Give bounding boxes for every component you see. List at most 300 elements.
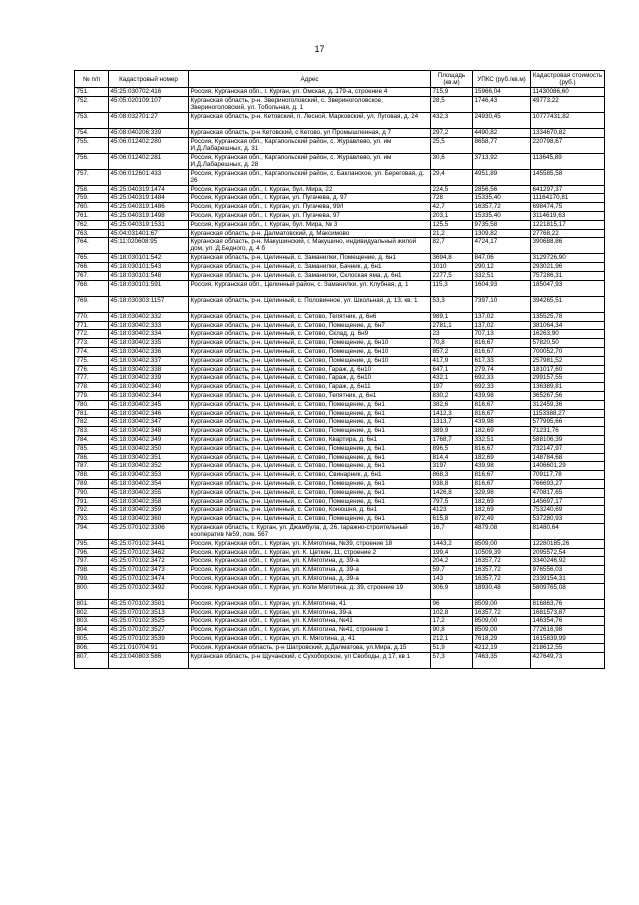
table-row — [75, 128, 605, 137]
address-cell: Курганская область, р-н. Целинный, с. Сетово, Помещение, д. 6н1 — [189, 427, 431, 436]
area-cell: 30,6 — [431, 153, 473, 169]
upks-cell: 439,98 — [473, 418, 531, 427]
upks-cell: 24930,45 — [473, 112, 531, 128]
address-cell: Россия, Курганская обл., г. Курган, ул. Пугачева, 97 — [189, 211, 431, 220]
cadastral-number-cell: 45:18:030402:332 — [109, 312, 189, 321]
row-number-cell: 793. — [75, 515, 109, 524]
row-number-cell: 800. — [75, 583, 109, 599]
address-cell: Курганская область, р-н. Целинный, с. Сетово, Помещение, д. 6н10 — [189, 347, 431, 356]
area-cell: 102,8 — [431, 608, 473, 617]
cadastral-cost-cell: 16263,90 — [531, 330, 605, 339]
table-row — [75, 153, 605, 169]
row-number-cell: 779. — [75, 391, 109, 400]
upks-cell: 9735,58 — [473, 220, 531, 229]
row-number-cell: 760. — [75, 203, 109, 212]
cadastral-number-cell: 45:11:020608:95 — [109, 238, 189, 254]
address-cell: Россия, Курганская обл., г. Курган, ул. Омская, д. 179-а, строение 4 — [189, 88, 431, 97]
cadastral-cost-cell: 381064,34 — [531, 321, 605, 330]
upks-cell: 182,69 — [473, 497, 531, 506]
cadastral-cost-cell: 588106,39 — [531, 435, 605, 444]
area-cell: 29,4 — [431, 169, 473, 185]
address-cell: Курганская область, р-н. Целинный, с. Сетово, Помещение, д. 6н7 — [189, 321, 431, 330]
table-row — [75, 238, 605, 254]
table-row — [75, 599, 605, 608]
area-cell: 715,9 — [431, 88, 473, 97]
address-cell: Россия, Курганская обл., г. Курган, ул. К.Мяготина, д. 39-а — [189, 557, 431, 566]
row-number-cell: 806. — [75, 643, 109, 652]
cadastral-cost-cell: 145697,17 — [531, 497, 605, 506]
table-row — [75, 96, 605, 112]
address-cell: Курганская область, р-н. Макушинский, г. Макушино, индивидуальный жилой дом, ул. Д.Бедного, д. 4 б — [189, 238, 431, 254]
table-row — [75, 548, 605, 557]
address-cell: Россия, Курганская обл., г. Курган, ул. Коли Мяготина, д. 39, строение 19 — [189, 583, 431, 599]
table-row — [75, 652, 605, 668]
cadastral-number-cell: 45:18:030402:333 — [109, 321, 189, 330]
cadastral-number-cell: 45:18:030101:542 — [109, 254, 189, 263]
cadastral-number-cell: 45:08:032701:27 — [109, 112, 189, 128]
area-cell: 2781,1 — [431, 321, 473, 330]
cadastral-cost-cell: 11164170,81 — [531, 194, 605, 203]
address-cell: Курганская область, р-н. Звериноголовский, с. Звериноголовское, Звериноголовский, ул. Тобольная, д. 1 — [189, 96, 431, 112]
area-cell: 17,2 — [431, 617, 473, 626]
upks-cell: 816,67 — [473, 400, 531, 409]
area-cell: 90,8 — [431, 626, 473, 635]
cadastral-cost-cell: 976556,03 — [531, 566, 605, 575]
upks-cell: 1309,82 — [473, 229, 531, 238]
row-number-cell: 768. — [75, 280, 109, 296]
cadastral-number-cell: 45:18:030402:340 — [109, 383, 189, 392]
cadastral-number-cell: 45:21:010704:91 — [109, 643, 189, 652]
upks-cell: 8509,00 — [473, 539, 531, 548]
row-number-cell: 774. — [75, 347, 109, 356]
cadastral-cost-cell: 470817,65 — [531, 488, 605, 497]
cadastral-cost-cell: 185047,93 — [531, 280, 605, 296]
table-row — [75, 280, 605, 296]
upks-cell: 816,67 — [473, 479, 531, 488]
row-number-cell: 789. — [75, 479, 109, 488]
row-number-cell: 772. — [75, 330, 109, 339]
table-row — [75, 339, 605, 348]
cadastral-cost-cell: 1681573,87 — [531, 608, 605, 617]
upks-cell: 16357,72 — [473, 557, 531, 566]
row-number-cell: 756. — [75, 153, 109, 169]
area-cell: 1412,3 — [431, 409, 473, 418]
row-number-cell: 761. — [75, 211, 109, 220]
upks-cell: 816,67 — [473, 471, 531, 480]
cadastral-cost-cell: 220798,67 — [531, 137, 605, 153]
address-cell: Курганская область, р-н Щучанский, с Сухоборское, ул Свободы, д 17, кв 1 — [189, 652, 431, 668]
table-row — [75, 137, 605, 153]
cadastral-number-cell: 45:25:070102:3472 — [109, 557, 189, 566]
cadastral-cost-cell: 577995,66 — [531, 418, 605, 427]
table-row — [75, 185, 605, 194]
table-row — [75, 271, 605, 280]
area-cell: 96 — [431, 599, 473, 608]
area-cell: 199,4 — [431, 548, 473, 557]
address-cell: Курганская область, р-н. Целинный, с. Сетово, Квартира, д. 6н1 — [189, 435, 431, 444]
cadastral-cost-cell: 1334670,82 — [531, 128, 605, 137]
table-row — [75, 194, 605, 203]
address-cell: Курганская область, р-н. Целинный, с. Сетово, Склад, д. 6н9 — [189, 330, 431, 339]
cadastral-number-cell: 45:18:030402:334 — [109, 330, 189, 339]
cadastral-cost-cell: 365267,56 — [531, 391, 605, 400]
area-cell: 21,2 — [431, 229, 473, 238]
cadastral-cost-cell: 136389,81 — [531, 383, 605, 392]
cadastral-number-cell: 45:18:030402:351 — [109, 453, 189, 462]
address-cell: Курганская область, р-н. Целинный, с. Сетово, Гараж, д. 6н11 — [189, 383, 431, 392]
table-row — [75, 515, 605, 524]
upks-cell: 816,67 — [473, 409, 531, 418]
area-cell: 53,3 — [431, 296, 473, 312]
table-row — [75, 312, 605, 321]
cadastral-table — [74, 70, 605, 669]
address-cell: Россия, Курганская обл., г. Курган, ул. К.Мяготина, д. 39-а — [189, 566, 431, 575]
area-cell: 938,8 — [431, 479, 473, 488]
address-cell: Россия, Курганская обл., Каргапольский район, с. Журавлево, ул. им И.Д.Лабарешных, д. 31 — [189, 137, 431, 153]
cadastral-number-cell: 45:23:040803:586 — [109, 652, 189, 668]
upks-cell: 2856,56 — [473, 185, 531, 194]
address-cell: Курганская область, р-н. Целинный, с. Сетово, Телятник, д. 6н1 — [189, 391, 431, 400]
cadastral-cost-cell: 2339154,31 — [531, 575, 605, 584]
cadastral-number-cell: 45:25:070102:3474 — [109, 575, 189, 584]
upks-cell: 692,33 — [473, 374, 531, 383]
area-cell: 115,3 — [431, 280, 473, 296]
cadastral-number-cell: 45:18:030402:338 — [109, 365, 189, 374]
area-cell: 297,2 — [431, 128, 473, 137]
cadastral-cost-cell: 390688,86 — [531, 238, 605, 254]
table-row — [75, 383, 605, 392]
upks-cell: 8509,00 — [473, 617, 531, 626]
row-number-cell: 794. — [75, 523, 109, 539]
address-cell: Россия, Курганская обл., г. Курган, ул. К. Цеткин, 11, строение 2 — [189, 548, 431, 557]
address-cell: Россия, Курганская обл., Целинный район, с. Заманилки, ул. Клубная, д. 1 — [189, 280, 431, 296]
upks-cell: 4212,19 — [473, 643, 531, 652]
upks-cell: 816,67 — [473, 339, 531, 348]
address-cell: Россия, Курганская обл., г. Курган, ул. К.Мяготина, 39-а — [189, 608, 431, 617]
row-number-cell: 797. — [75, 557, 109, 566]
cadastral-number-cell: 45:08:040206:339 — [109, 128, 189, 137]
table-row — [75, 365, 605, 374]
table-row — [75, 635, 605, 644]
table-row — [75, 444, 605, 453]
address-cell: Курганская область, р-н. Целинный, с. Сетово, Помещение, д. 6н1 — [189, 462, 431, 471]
address-cell: Курганская область, р-н. Целинный, с. Сетово, Свинарник, д. 6н1 — [189, 471, 431, 480]
cadastral-cost-cell: 11430086,60 — [531, 88, 605, 97]
cadastral-cost-cell: 732147,97 — [531, 444, 605, 453]
cadastral-number-cell: 45:05:020109:107 — [109, 96, 189, 112]
area-cell: 51,9 — [431, 643, 473, 652]
address-cell: Россия, Курганская обл., г. Курган, ул. К.Мяготина, №41, строение 1 — [189, 626, 431, 635]
address-cell: Россия, Курганская обл., г. Курган, ул. К.Мяготина, 41 — [189, 599, 431, 608]
area-cell: 1313,7 — [431, 418, 473, 427]
table-row — [75, 330, 605, 339]
cadastral-number-cell: 45:18:030402:347 — [109, 418, 189, 427]
table-row — [75, 539, 605, 548]
row-number-cell: 758. — [75, 185, 109, 194]
table-row — [75, 356, 605, 365]
cadastral-number-cell: 45:18:030101:543 — [109, 263, 189, 272]
row-number-cell: 752. — [75, 96, 109, 112]
cadastral-cost-cell: 257981,52 — [531, 356, 605, 365]
cadastral-number-cell: 45:25:070102:3462 — [109, 548, 189, 557]
row-number-cell: 771. — [75, 321, 109, 330]
upks-cell: 439,98 — [473, 462, 531, 471]
row-number-cell: 801. — [75, 599, 109, 608]
table-row — [75, 643, 605, 652]
address-cell: Курганская область, р-н. Целинный, с. Сетово, Помещение, д. 6н10 — [189, 339, 431, 348]
row-number-cell: 776. — [75, 365, 109, 374]
row-number-cell: 788. — [75, 471, 109, 480]
row-number-cell: 782. — [75, 418, 109, 427]
upks-cell: 4490,82 — [473, 128, 531, 137]
row-number-cell: 775. — [75, 356, 109, 365]
row-number-cell: 796. — [75, 548, 109, 557]
upks-cell: 692,33 — [473, 383, 531, 392]
upks-cell: 617,33 — [473, 356, 531, 365]
upks-cell: 707,13 — [473, 330, 531, 339]
upks-cell: 15335,40 — [473, 211, 531, 220]
cadastral-cost-cell: 10777431,82 — [531, 112, 605, 128]
cadastral-cost-cell: 709117,78 — [531, 471, 605, 480]
row-number-cell: 780. — [75, 400, 109, 409]
upks-cell: 1604,93 — [473, 280, 531, 296]
address-cell: Курганская область, р-н. Целинный, с. Заманилки, Помещение, д. 6н1 — [189, 254, 431, 263]
upks-cell: 1746,43 — [473, 96, 531, 112]
address-cell: Россия, Курганская обл., Каргапольский район, с. Журавлево, ул. им И.Д.Лабарешных, д. 28 — [189, 153, 431, 169]
table-row — [75, 263, 605, 272]
area-cell: 224,5 — [431, 185, 473, 194]
upks-cell: 16357,72 — [473, 203, 531, 212]
area-cell: 389,9 — [431, 427, 473, 436]
table-row — [75, 566, 605, 575]
cadastral-number-cell: 45:25:070102:3441 — [109, 539, 189, 548]
cadastral-number-cell: 45:18:030402:348 — [109, 427, 189, 436]
row-number-cell: 759. — [75, 194, 109, 203]
cadastral-number-cell: 45:06:012402:281 — [109, 153, 189, 169]
row-number-cell: 763. — [75, 229, 109, 238]
area-cell: 23 — [431, 330, 473, 339]
table-row — [75, 220, 605, 229]
upks-cell: 439,98 — [473, 391, 531, 400]
area-cell: 306,9 — [431, 583, 473, 599]
cadastral-number-cell: 45:25:070102:3513 — [109, 608, 189, 617]
cadastral-cost-cell: 1221815,17 — [531, 220, 605, 229]
table-row — [75, 203, 605, 212]
area-cell: 16,7 — [431, 523, 473, 539]
cadastral-number-cell: 45:18:030402:336 — [109, 347, 189, 356]
table-row — [75, 583, 605, 599]
row-number-cell: 770. — [75, 312, 109, 321]
row-number-cell: 778. — [75, 383, 109, 392]
table-row — [75, 400, 605, 409]
row-number-cell: 790. — [75, 488, 109, 497]
upks-cell: 182,69 — [473, 453, 531, 462]
area-cell: 857,2 — [431, 347, 473, 356]
cadastral-cost-cell: 3114619,63 — [531, 211, 605, 220]
row-number-cell: 804. — [75, 626, 109, 635]
row-number-cell: 755. — [75, 137, 109, 153]
table-row — [75, 374, 605, 383]
address-cell: Курганская область, р-н. Целинный, с. Заманилки, Бачник, д. 6н1 — [189, 263, 431, 272]
row-number-cell: 786. — [75, 453, 109, 462]
area-cell: 2277,5 — [431, 271, 473, 280]
area-cell: 814,4 — [431, 453, 473, 462]
row-number-cell: 753. — [75, 112, 109, 128]
cadastral-number-cell: 45:06:012402:280 — [109, 137, 189, 153]
cadastral-cost-cell: 1153388,27 — [531, 409, 605, 418]
table-row — [75, 347, 605, 356]
cadastral-number-cell: 45:18:030402:337 — [109, 356, 189, 365]
address-cell: Курганская область, р-н. Целинный, с. Сетово, Помещение, д. 6н1 — [189, 515, 431, 524]
address-cell: Курганская область, р-н. Целинный, с. Сетово, Помещение, д. 6н1 — [189, 488, 431, 497]
cadastral-number-cell: 45:25:070102:3525 — [109, 617, 189, 626]
area-cell: 203,1 — [431, 211, 473, 220]
area-cell: 1426,8 — [431, 488, 473, 497]
cadastral-cost-cell: 753240,69 — [531, 506, 605, 515]
upks-cell: 4724,17 — [473, 238, 531, 254]
cadastral-cost-cell: 698474,75 — [531, 203, 605, 212]
area-cell: 143 — [431, 575, 473, 584]
cadastral-cost-cell: 299157,55 — [531, 374, 605, 383]
cadastral-cost-cell: 135525,78 — [531, 312, 605, 321]
area-cell: 4123 — [431, 506, 473, 515]
cadastral-number-cell: 45:25:040319:1484 — [109, 194, 189, 203]
row-number-cell: 807. — [75, 652, 109, 668]
cadastral-number-cell: 45:25:040319:1474 — [109, 185, 189, 194]
cadastral-cost-cell: 427649,73 — [531, 652, 605, 668]
header-upks: УПКС (руб./кв.м) — [473, 71, 531, 88]
table-row — [75, 523, 605, 539]
address-cell: Курганская область, р-н. Целинный, с. Сетово, Конюшня, д. 6н1 — [189, 506, 431, 515]
address-cell: Курганская область, р-н. Целинный, с. Сетово, Гараж, д. 6н10 — [189, 374, 431, 383]
address-cell: Россия, Курганская обл., г. Курган, ул. К.Мяготина, д. 39-а — [189, 575, 431, 584]
cadastral-number-cell: 45:18:030303:1157 — [109, 296, 189, 312]
upks-cell: 329,98 — [473, 488, 531, 497]
row-number-cell: 766. — [75, 263, 109, 272]
cadastral-cost-cell: 312459,36 — [531, 400, 605, 409]
upks-cell: 182,69 — [473, 427, 531, 436]
cadastral-number-cell: 45:18:030402:353 — [109, 471, 189, 480]
area-cell: 830,2 — [431, 391, 473, 400]
address-cell: Курганская область, р-н. Целинный, с. Половинное, ул. Школьная, д. 13, кв. 1 — [189, 296, 431, 312]
area-cell: 432,1 — [431, 374, 473, 383]
upks-cell: 16357,72 — [473, 575, 531, 584]
upks-cell: 4879,08 — [473, 523, 531, 539]
upks-cell: 4951,89 — [473, 169, 531, 185]
cadastral-number-cell: 45:18:030402:358 — [109, 497, 189, 506]
table-row — [75, 391, 605, 400]
table-row — [75, 321, 605, 330]
address-cell: Курганская область, р-н. Целинный, с. Заманилки, Склоская яма, д. 6н1 — [189, 271, 431, 280]
upks-cell: 15966,04 — [473, 88, 531, 97]
address-cell: Россия, Курганская обл., г. Курган, ул. Пугачева, д. 97 — [189, 194, 431, 203]
table-row — [75, 626, 605, 635]
row-number-cell: 757. — [75, 169, 109, 185]
area-cell: 3694,8 — [431, 254, 473, 263]
row-number-cell: 792. — [75, 506, 109, 515]
cadastral-number-cell: 45:25:070102:3501 — [109, 599, 189, 608]
upks-cell: 872,49 — [473, 515, 531, 524]
address-cell: Курганская область, р-н. Целинный, с. Сетово, Помещение, д. 6н1 — [189, 444, 431, 453]
table-body — [75, 88, 605, 669]
table-row — [75, 229, 605, 238]
table-row — [75, 254, 605, 263]
upks-cell: 7463,35 — [473, 652, 531, 668]
table-row — [75, 453, 605, 462]
address-cell: Курганская область, р-н. Целинный, с. Сетово, Телятник, д. 6н6 — [189, 312, 431, 321]
address-cell: Курганская область, р-н. Целинный, с. Сетово, Помещение, д. 6н1 — [189, 453, 431, 462]
area-cell: 647,1 — [431, 365, 473, 374]
row-number-cell: 783. — [75, 427, 109, 436]
cadastral-cost-cell: 12280185,26 — [531, 539, 605, 548]
address-cell: Курганская область, р-н. Целинный, с. Сетово, Помещение, д. 6н1 — [189, 418, 431, 427]
table-row — [75, 435, 605, 444]
table-header-row — [75, 71, 605, 88]
table-row — [75, 506, 605, 515]
upks-cell: 816,67 — [473, 347, 531, 356]
upks-cell: 332,51 — [473, 271, 531, 280]
header-cadastral-cost: Кадастровая стоимость (руб.) — [531, 71, 605, 88]
header-address: Адрес — [189, 71, 431, 88]
area-cell: 42,7 — [431, 203, 473, 212]
cadastral-number-cell: 45:25:070102:3492 — [109, 583, 189, 599]
row-number-cell: 784. — [75, 435, 109, 444]
cadastral-cost-cell: 293021,96 — [531, 263, 605, 272]
upks-cell: 816,67 — [473, 444, 531, 453]
area-cell: 28,5 — [431, 96, 473, 112]
row-number-cell: 803. — [75, 617, 109, 626]
row-number-cell: 751. — [75, 88, 109, 97]
row-number-cell: 764. — [75, 238, 109, 254]
address-cell: Курганская область, р-н. Целинный, с. Сетово, Помещение, д. 6н10 — [189, 356, 431, 365]
upks-cell: 10509,39 — [473, 548, 531, 557]
cadastral-number-cell: 45:25:030702:416 — [109, 88, 189, 97]
cadastral-cost-cell: 700052,70 — [531, 347, 605, 356]
area-cell: 70,8 — [431, 339, 473, 348]
upks-cell: 847,06 — [473, 254, 531, 263]
address-cell: Курганская область, р-н. Целинный, с. Сетово, Помещение, д. 6н1 — [189, 497, 431, 506]
area-cell: 82,7 — [431, 238, 473, 254]
cadastral-number-cell: 45:25:040319:1531 — [109, 220, 189, 229]
area-cell: 896,5 — [431, 444, 473, 453]
row-number-cell: 773. — [75, 339, 109, 348]
address-cell: Россия, Курганская обл., г. Курган, ул. К.Мяготина, №39, строение 18 — [189, 539, 431, 548]
table-row — [75, 575, 605, 584]
cadastral-number-cell: 45:18:030402:345 — [109, 400, 189, 409]
cadastral-cost-cell: 81480,64 — [531, 523, 605, 539]
cadastral-cost-cell: 537280,93 — [531, 515, 605, 524]
upks-cell: 15335,40 — [473, 194, 531, 203]
cadastral-cost-cell: 2095572,54 — [531, 548, 605, 557]
header-num: № п/п — [75, 71, 109, 88]
upks-cell: 3713,92 — [473, 153, 531, 169]
area-cell: 59,7 — [431, 566, 473, 575]
row-number-cell: 791. — [75, 497, 109, 506]
row-number-cell: 777. — [75, 374, 109, 383]
area-cell: 204,2 — [431, 557, 473, 566]
cadastral-number-cell: 45:25:040319:1498 — [109, 211, 189, 220]
table-row — [75, 557, 605, 566]
area-cell: 1010 — [431, 263, 473, 272]
cadastral-cost-cell: 181017,60 — [531, 365, 605, 374]
header-area: Площадь (кв.м) — [431, 71, 473, 88]
cadastral-number-cell: 45:18:030402:352 — [109, 462, 189, 471]
area-cell: 868,3 — [431, 471, 473, 480]
cadastral-cost-cell: 3340246,92 — [531, 557, 605, 566]
upks-cell: 182,69 — [473, 506, 531, 515]
row-number-cell: 798. — [75, 566, 109, 575]
address-cell: Россия, Курганская обл., г. Курган, ул. К. Мяготина, д. 41 — [189, 635, 431, 644]
